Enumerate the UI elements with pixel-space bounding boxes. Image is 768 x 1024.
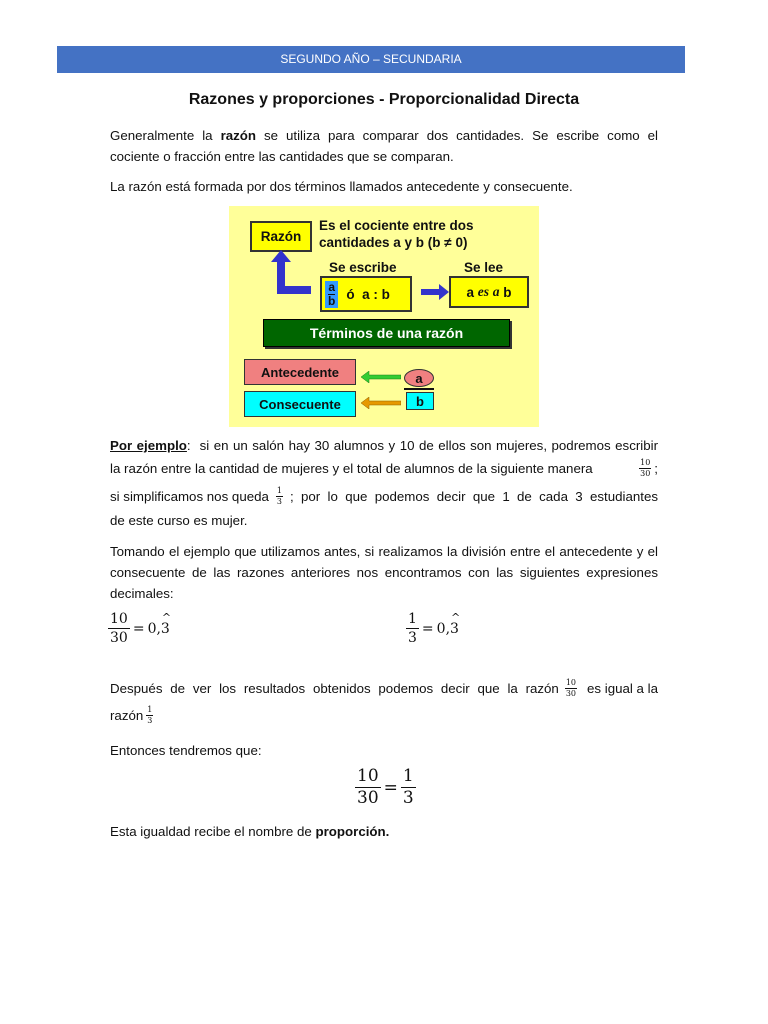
final-sentence: [110, 821, 658, 842]
conclusion-line-1: [110, 678, 658, 699]
conclusion-line-2: [110, 705, 658, 726]
eq2-den: 3: [408, 630, 417, 646]
equation-10-30: [108, 612, 170, 645]
terms-paragraph: La razón está formada por dos términos llamados antecedente y consecuente.: [110, 179, 573, 194]
read-a-italic: a: [492, 284, 500, 299]
eq2-repeat-digit: ^ 3: [450, 621, 459, 637]
example-line-4: de este curso es mujer.: [110, 513, 248, 528]
conclusion-text-2: es igual a la: [587, 681, 658, 696]
consecuente-label: Consecuente: [259, 396, 341, 412]
orange-left-arrow-icon: [361, 397, 401, 409]
frac-num: 10: [565, 678, 577, 687]
read-b: b: [499, 284, 512, 300]
eq2-equals: =: [421, 620, 434, 637]
term-b: b: [416, 393, 424, 409]
green-left-arrow-icon: [361, 371, 401, 383]
semicolon: ;: [654, 461, 658, 476]
written-form-box: [320, 276, 412, 312]
frac-den: 30: [640, 469, 651, 478]
example-text-3a: si simplificamos nos queda: [110, 489, 269, 504]
term-fraction-bar: [404, 388, 434, 390]
colon-form: ó a : b: [346, 286, 390, 302]
frac-num: 10: [640, 458, 651, 467]
example-text-3b: ; por lo que podemos decir que 1 de cada 3 estudiantes: [290, 489, 658, 504]
fraction-1-3-b: [146, 706, 153, 725]
razon-label: Razón: [260, 229, 302, 244]
proportion-equation: [355, 768, 416, 807]
term-a: a: [415, 370, 423, 386]
blue-up-arrow-icon: [267, 250, 315, 298]
read-es: es: [477, 284, 489, 299]
frac-num: 1: [147, 705, 153, 714]
eq1-repeat-digit: ^ 3: [161, 621, 170, 637]
example-label: Por ejemplo: [110, 438, 187, 453]
eq1-num: 10: [110, 611, 128, 627]
decimal-paragraph: Tomando el ejemplo que utilizamos antes, si realizamos la división entre el antecedente y el consecuente de las razones anteriores nos encontramos con las siguientes expresiones decimales:: [110, 544, 658, 601]
fraction-10-30-b: [565, 679, 577, 698]
equation-1-3: [406, 612, 459, 645]
eq2-result: 0,: [436, 620, 451, 637]
intro-text-start: Generalmente la: [110, 128, 221, 143]
eq1-equals: =: [132, 620, 145, 637]
fraction-1-3: [276, 487, 283, 506]
prop-left-den: 30: [357, 788, 379, 808]
antecedente-label: Antecedente: [260, 364, 340, 380]
intro-paragraph: [110, 125, 658, 167]
terminos-title: Términos de una razón: [309, 325, 464, 341]
eq1-result: 0,: [147, 620, 161, 637]
definition-line-1: Es el cociente entre dos: [319, 218, 474, 233]
se-escribe-label: Se escribe: [329, 260, 397, 275]
fraction-10-30: [639, 459, 651, 478]
prop-right-num: 1: [402, 766, 414, 786]
term-b-box: [406, 392, 434, 410]
prop-equals: =: [383, 777, 398, 798]
example-line-3: [110, 486, 658, 507]
frac-den: 30: [565, 689, 577, 698]
antecedente-box: [244, 359, 356, 385]
example-text-2: la razón entre la cantidad de mujeres y el total de alumnos de la siguiente manera: [110, 461, 593, 476]
intro-text-end: se utiliza para comparar dos cantidades. Se escribe como el cociente o fracción entre las cantidades que se comparan.: [110, 128, 659, 164]
example-line-2: [110, 458, 658, 479]
a-over-b-fraction: [325, 281, 338, 308]
se-lee-label: Se lee: [464, 260, 504, 275]
then-text: Entonces tendremos que:: [110, 743, 262, 758]
frac-den: 3: [276, 497, 282, 506]
proporcion-term: proporción.: [315, 824, 390, 839]
example-colon: :: [186, 438, 191, 453]
razon-box: [250, 221, 312, 252]
fraction-denominator: b: [328, 293, 336, 308]
right-arrow-icon: [421, 284, 449, 300]
read-a: a: [466, 284, 478, 300]
frac-num: 1: [276, 486, 282, 495]
consecuente-box: [244, 391, 356, 417]
ratio-diagram: [229, 206, 539, 427]
fraction-numerator: a: [328, 279, 336, 294]
eq1-den: 30: [110, 630, 128, 646]
conclusion-text-3: razón: [110, 708, 144, 723]
read-form-box: [449, 276, 529, 308]
prop-right-den: 3: [402, 788, 414, 808]
term-a-oval: [404, 369, 434, 387]
page-title: Razones y proporciones - Proporcionalidad Directa: [188, 91, 580, 108]
frac-den: 3: [147, 716, 153, 725]
example-line-1: [110, 435, 658, 456]
final-text: Esta igualdad recibe el nombre de: [110, 824, 316, 839]
terminos-title-box: [263, 319, 510, 347]
razon-term: razón: [220, 128, 257, 143]
example-text-1: si en un salón hay 30 alumnos y 10 de ellos son mujeres, podremos escribir: [190, 438, 658, 453]
eq2-num: 1: [408, 611, 417, 627]
conclusion-text-1: Después de ver los resultados obtenidos podemos decir que la razón: [110, 681, 559, 696]
definition-line-2: cantidades a y b (b ≠ 0): [319, 235, 468, 250]
grade-banner: SEGUNDO AÑO – SECUNDARIA: [57, 46, 685, 73]
prop-left-num: 10: [357, 766, 379, 786]
